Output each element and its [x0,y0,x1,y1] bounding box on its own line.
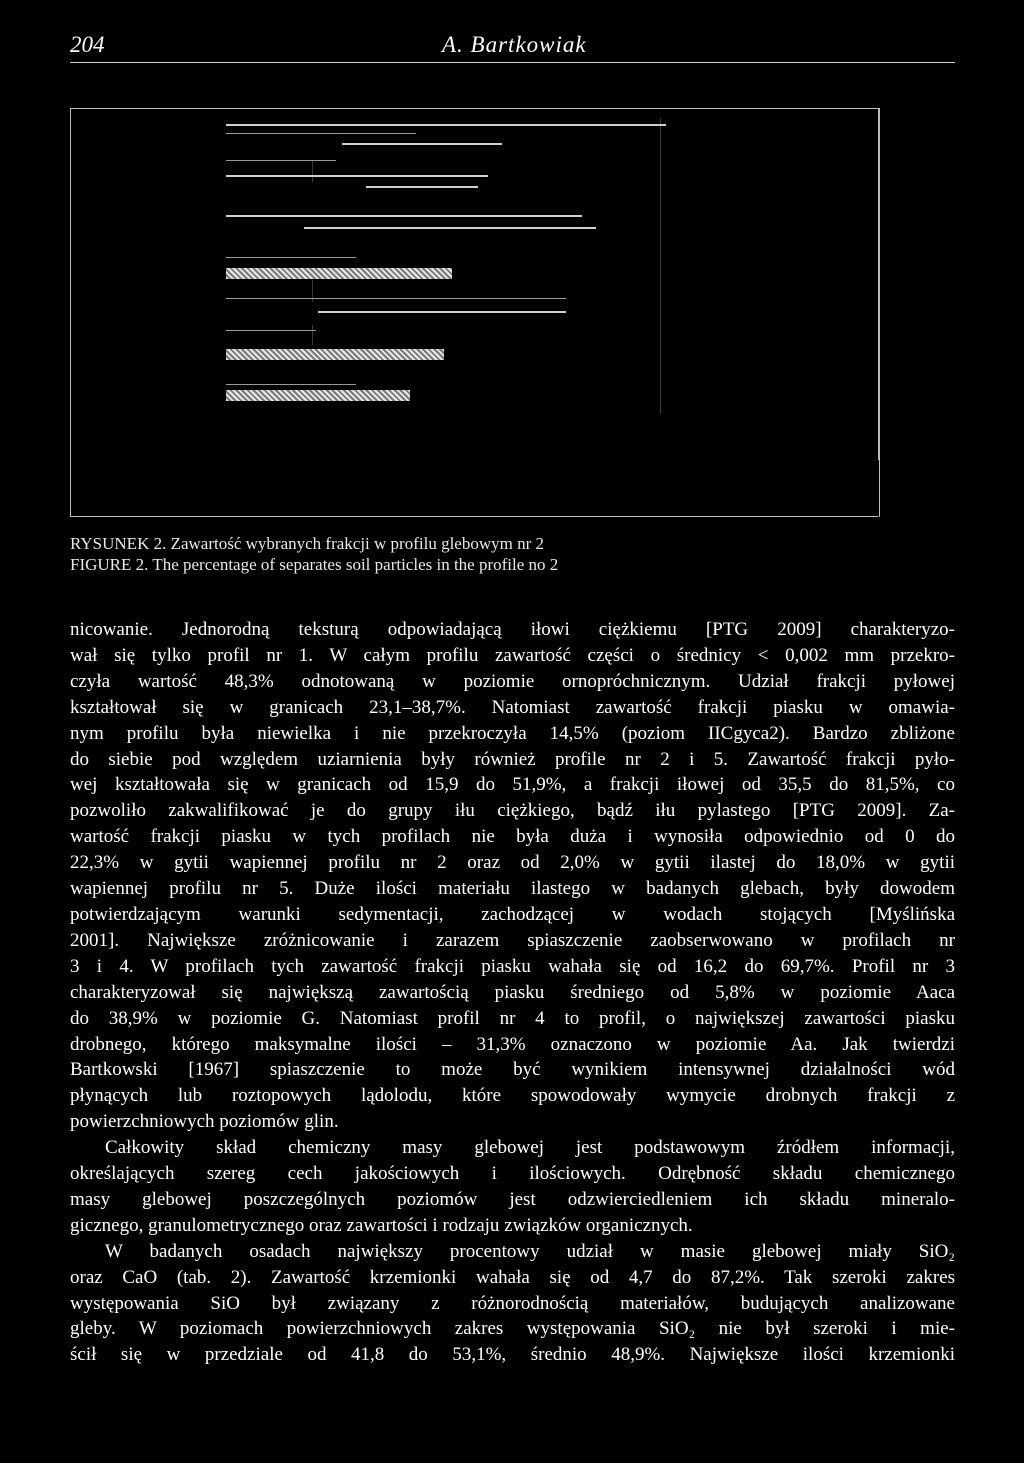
text-line: 2001]. Największe zróżnicowanie i zarazem spiaszczenie zaobserwowano w profilach nr [70,929,955,951]
text-line: wartość frakcji piasku w tych profilach nie była duża i wynosiła odpowiednio od 0 do [70,826,955,848]
text-line: potwierdzającym warunki sedymentacji, zachodzącej w wodach stojących [Myślińska [70,903,955,925]
text-line: oraz CaO (tab. 2). Zawartość krzemionki wahała się od 4,7 do 87,2%. Tak szeroki zakres [70,1266,955,1288]
text-line: występowania SiO był związany z różnorodnością materiałów, budujących analizowane [70,1292,955,1314]
text-line: masy glebowej poszczególnych poziomów jest odzwierciedleniem ich składu mineralo- [70,1188,955,1210]
axis-tick [312,160,313,182]
figure-right-edge [878,108,879,460]
text-line: gicznego, granulometrycznego oraz zawartości i rodzaju związków organicznych. [70,1214,693,1236]
figure-plot-area [224,118,661,414]
fraction-bar [304,227,596,229]
text-line: wał się tylko profil nr 1. W całym profilu zawartość części o średnicy < 0,002 mm przekro- [70,644,955,666]
fraction-bar [226,124,666,126]
text-line: nicowanie. Jednorodną teksturą odpowiadającą iłowi ciężkiemu [PTG 2009] charakteryzo- [70,619,955,640]
text-line: wej kształtowała się w granicach od 15,9 do 51,9%, a frakcji iłowej od 35,5 do 81,5%, co [70,774,955,796]
caption-polish: RYSUNEK 2. Zawartość wybranych frakcji w profilu glebowym nr 2 [70,534,545,553]
fraction-bar-hatched [226,349,444,360]
text-line: charakteryzował się największą zawartością piasku średniego od 5,8% w poziomie Aaca [70,981,955,1003]
text-line: nym profilu była niewielka i nie przekroczyła 14,5% (poziom IICgyca2). Bardzo zbliżone [70,722,955,744]
text-line: drobnego, którego maksymalne ilości – 31,3% oznaczono w poziomie Aa. Jak twierdzi [70,1033,955,1055]
fraction-bar [226,215,582,217]
fraction-bar [226,133,416,134]
fraction-bar-hatched [226,268,452,279]
text-line: 22,3% w gytii wapiennej profilu nr 2 oraz od 2,0% w gytii ilastej do 18,0% w gytii [70,852,955,874]
text-line: pozwoliło zakwalifikować je do grupy iłu ciężkiego, bądź iłu pylastego [PTG 2009]. Za- [70,800,955,822]
fraction-bar [226,160,336,161]
text-line: gleby. W poziomach powierzchniowych zakres występowania SiO₂ nie był szeroki i mie- [70,1318,955,1340]
fraction-bar [226,257,356,258]
page-number: 204 [70,32,105,57]
text-line: płynących lub roztopowych lądolodu, które spowodowały wymycie drobnych frakcji z [70,1085,955,1107]
text-line: powierzchniowych poziomów glin. [70,1111,339,1133]
text-line: czyła wartość 48,3% odnotowaną w poziomie ornopróchnicznym. Udział frakcji pyłowej [70,670,955,692]
fraction-bar [318,311,566,313]
fraction-bar [366,186,478,188]
fraction-bar [342,143,502,145]
running-header [70,30,955,64]
body-text [70,617,955,1368]
figure-caption [70,533,558,575]
header-rule [70,62,955,63]
text-line: 3 i 4. W profilach tych zawartość frakcji piasku wahała się od 16,2 do 69,7%. Profil nr 3 [70,955,955,977]
text-line: kształtował się w granicach 23,1–38,7%. Natomiast zawartość frakcji piasku w omawia- [70,696,955,718]
fraction-bar [226,384,356,385]
text-line: określających szereg cech jakościowych i ilościowych. Odrębność składu chemicznego [70,1163,955,1185]
text-line: Całkowity skład chemiczny masy glebowej jest podstawowym źródłem informacji, [105,1137,955,1159]
text-line: Bartkowski [1967] spiaszczenie to może być wynikiem intensywnej działalności wód [70,1059,955,1081]
author-running-head: A. Bartkowiak [442,32,587,57]
fraction-bar-hatched [226,390,410,401]
fraction-bar [226,298,566,299]
text-line: do siebie pod względem uziarnienia były również profile nr 2 i 5. Zawartość frakcji pyło- [70,748,955,770]
text-line: do 38,9% w poziomie G. Natomiast profil nr 4 to profil, o największej zawartości piasku [70,1007,955,1029]
text-line: W badanych osadach największy procentowy udział w masie glebowej miały SiO₂ [105,1240,955,1262]
caption-english: FIGURE 2. The percentage of separates soil particles in the profile no 2 [70,555,559,574]
fraction-bar [226,175,488,177]
text-line: ścił się w przedziale od 41,8 do 53,1%, średnio 48,9%. Największe ilości krzemionki [70,1344,955,1366]
figure-bottom-rule [70,516,878,517]
fraction-bar [226,330,316,331]
axis-tick [312,325,313,345]
text-line: wapiennej profilu nr 5. Duże ilości materiału ilastego w badanych glebach, były dowodem [70,878,955,900]
